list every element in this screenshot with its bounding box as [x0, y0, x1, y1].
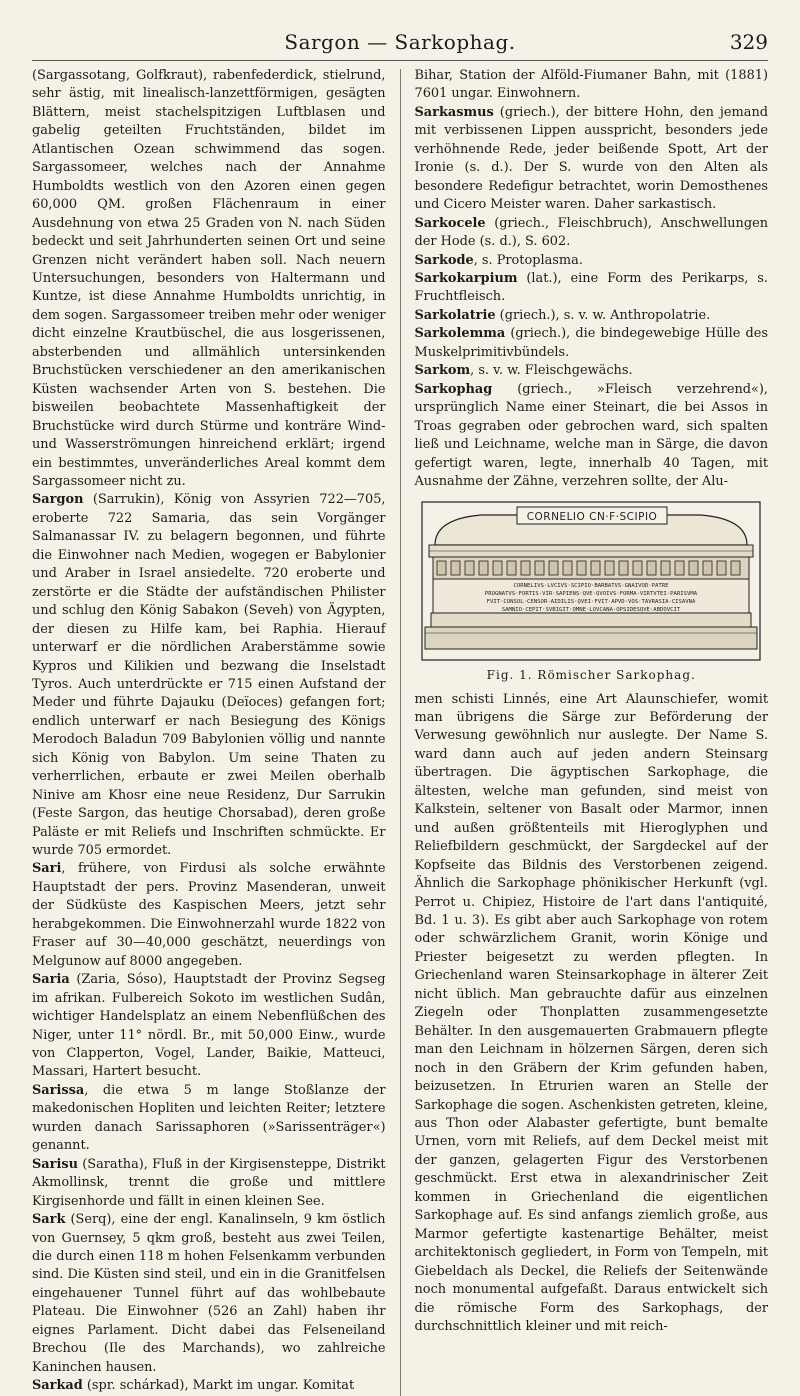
lexicon-entry: [32, 1211, 386, 1377]
entry-text: men schisti Linnés, eine Art Alaunschiefer, womit man übrigens die Särge zur Beförderung der Verwesung gewöhnlich nur auslegte. Der Name S. ward dann auch auf jeden andern Steinsarg übertragen. Die ägyptischen Sarkophage, die ältesten, welche man gefunden, sind meist von Kalkstein, seltener von Basalt oder Marmor, innen und außen größtenteils mit Hieroglyphen und Reliefbildern geschmückt, der Sargdeckel auf der Kopfseite das Bildnis des Verstorbenen zeigend. Ähnlich die Sarkophage phönikischer Herkunft (vgl. Perrot u. Chipiez, Histoire de l'art dans l'antiquité, Bd. 1 u. 3). Es gibt aber auch Sarkophage von rotem oder schwärzlichem Granit, worin Könige und Priester beigesetzt zu werden pflegten. In Griechenland waren Steinsarkophage in älterer Zeit nicht üblich. Man gebrauchte dafür aus einzelnen Ziegeln oder Thonplatten zusammengesetzte Behälter. In den ausgemauerten Grabmauern pflegte man den Leichnam in hölzernen Särgen, deren sich noch in den Gräbern der Krim gefunden haben, beizusetzen. In Etrurien waren an Stelle der Sarkophage die sogen. Aschenkisten getreten, kleine, aus Thon oder Alabaster gefertigte, bunt bemalte Urnen, vorn mit Reliefs, auf dem Deckel meist mit der ganzen, gelagerten Figur des Verstorbenen geschmückt. Erst etwa in alexandrinischer Zeit kommen in Griechenland die eigentlichen Sarkophage auf. Es sind anfangs ziemlich große, aus Marmor gefertigte kastenartige Behälter, meist architektonisch gegliedert, in Form von Tempeln, mit Giebeldach als Deckel, die Reliefs der Seitenwände noch monumental aufgefaßt. Daraus entwickelt sich die römische Form des Sarkophags, der durchschnittlich kleiner und mit reich-: [414, 691, 769, 1334]
inscription-line: PROGNATVS·FORTIS·VIR·SAPIENS·QVE·QVOIVS·FORMA·VIRTVTEI·PARISVMA: [485, 591, 698, 598]
entry-headword: Sarisu: [32, 1156, 78, 1172]
lexicon-entry: [32, 1156, 386, 1211]
frieze-dentil: [689, 561, 698, 575]
entry-headword: Sarkophag: [414, 381, 493, 397]
lexicon-entry: [415, 325, 769, 362]
sarcophagus-figure: [415, 501, 769, 684]
entry-text: , frühere, von Firdusi als solche erwähnte Hauptstadt der pers. Provinz Masenderan, unweit der Südküste des Kaspischen Meers, jetzt sehr herabgekommen. Die Einwohnerzahl wurde 1822 von Fraser auf 30—40,000 geschätzt, neuerdings von Melgunow auf 8000 angegeben.: [32, 861, 386, 969]
frieze-dentil: [465, 561, 474, 575]
frieze-dentil: [661, 561, 670, 575]
entry-headword: Sarkocele: [414, 215, 486, 231]
right-column-top: [415, 67, 769, 491]
lexicon-entry: [415, 307, 769, 325]
plaque-inscription: CORNELIO CN·F·SCIPIO: [526, 511, 658, 524]
right-column-bottom: [415, 691, 769, 1337]
frieze-dentil: [507, 561, 516, 575]
frieze-dentil: [619, 561, 628, 575]
frieze-dentil: [647, 561, 656, 575]
frieze-dentil: [563, 561, 572, 575]
entry-text: (griech., Fleischbruch), Anschwellungen der Hode (s. d.), S. 602.: [414, 215, 769, 250]
lexicon-entry: [32, 67, 386, 491]
left-column: [32, 67, 386, 1396]
frieze-dentil: [577, 561, 586, 575]
frieze-dentil: [479, 561, 488, 575]
inscription-line: FVIT·CONSOL·CENSOR·AIDILIS·QVEI·FVIT·APVD·VOS·TAVRASIA·CISAVNA: [486, 599, 696, 606]
entry-headword: Sarkasmus: [414, 104, 494, 120]
entry-text: (lat.), eine Form des Perikarps, s. Fruchtfleisch.: [414, 270, 769, 305]
entry-headword: Sarkom: [414, 363, 471, 379]
lexicon-entry: [415, 215, 769, 252]
entry-headword: Sarkode: [414, 252, 474, 268]
entry-text: , s. v. w. Fleischgewächs.: [470, 363, 633, 379]
frieze-dentil: [591, 561, 600, 575]
sarcophagus-drawing: [421, 501, 761, 661]
lexicon-entry: [415, 362, 769, 380]
frieze-dentil: [437, 561, 446, 575]
entry-text: (spr. schárkad), Markt im ungar. Komitat: [82, 1378, 355, 1394]
frieze-dentil: [451, 561, 460, 575]
lexicon-entry: [32, 860, 386, 971]
entry-text: (griech.), der bittere Hohn, den jemand mit verbissenen Lippen ausspricht, besonders jede verhöhnende Rede, jeder beißende Spott, Art der Ironie (s. d.). Der S. wurde von den Alten als besondere Redefigur betrachtet, worin Demosthenes und Cicero Meister waren. Daher sarkastisch.: [414, 104, 769, 213]
lexicon-entry: [415, 270, 769, 307]
figure-caption: Fig. 1. Römischer Sarkophag.: [486, 668, 696, 683]
entry-text: (griech.), s. v. w. Anthropolatrie.: [495, 307, 711, 323]
frieze-dentil: [549, 561, 558, 575]
frieze-dentil: [535, 561, 544, 575]
entry-text: (griech., »Fleisch verzehrend«), ursprünglich Name einer Steinart, die bei Assos in Troas gegraben oder gebrochen ward, sich spalten ließ und Leichname, welche man in Särge, die davon gefertigt waren, legte, innerhalb 40 Tagen, mit Ausnahme der Zähne, verzehren sollte, der Alu-: [414, 381, 769, 489]
lexicon-entry: [415, 381, 769, 492]
frieze-dentil: [731, 561, 740, 575]
entry-headword: Sarkolemma: [414, 326, 506, 342]
lexicon-entry: [32, 971, 386, 1082]
page-number: 329: [729, 30, 768, 54]
frieze-dentil: [703, 561, 712, 575]
entry-text: (Serq), eine der engl. Kanalinseln, 9 km östlich von Guernsey, 5 qkm groß, besteht aus zwei Teilen, die durch einen 118 m hohen Felsenkamm verbunden sind. Die Küsten sind steil, und ein in die Granitfelsen eingehauener Tunnel führt auf das wohlbebaute Plateau. Die Einwohner (526 an Zahl) haben ihr eignes Parlament. Dicht dabei das Felseneiland Brechou (Ile des Marchands), wo zahlreiche Kaninchen hausen.: [32, 1212, 386, 1375]
running-title: Sargon — Sarkophag.: [284, 30, 516, 54]
frieze-dentil: [493, 561, 502, 575]
frieze-dentil: [675, 561, 684, 575]
lexicon-entry: [415, 252, 769, 270]
entry-headword: Sargon: [32, 492, 84, 508]
entry-text: , die etwa 5 m lange Stoßlanze der makedonischen Hopliten und leichten Reiter; letztere wurden danach Sarissaphoren (»Sarissenträger«) genannt.: [32, 1082, 386, 1154]
entry-headword: Sarkokarpium: [414, 270, 518, 286]
lexicon-entry: [415, 67, 769, 104]
entry-headword: Sarissa: [32, 1082, 85, 1098]
two-column-body: [32, 67, 768, 1396]
inscription-line: SAMNIO·CEPIT·SVBIGIT·OMNE·LOVCANA·OPSIDESQVE·ABDOVCIT: [502, 607, 681, 614]
lexicon-entry: [415, 104, 769, 215]
lexicon-entry: [32, 1082, 386, 1156]
frieze-dentil: [633, 561, 642, 575]
lexicon-entry: [32, 491, 386, 860]
entry-headword: Sark: [32, 1212, 66, 1228]
entry-headword: Sarkolatrie: [414, 307, 496, 323]
entry-headword: Sari: [32, 861, 62, 877]
lexicon-entry: [32, 1377, 386, 1395]
entry-text: (Sarrukin), König von Assyrien 722—705, eroberte 722 Samaria, das sein Vorgänger Salmanassar IV. zu belagern begonnen, und führte die Einwohner nach Medien, wogegen er Babylonier und Araber in Israel ansiedelte. 720 eroberte und zerstörte er die Städte der aufständischen Philister und schlug den König Sabakon (Seveh) von Ägypten, der diesen zu Hilfe kam, bei Raphia. Hierauf unterwarf er die nördlichen Araberstämme sowie Kypros und Kilikien und bezwang die Inselstadt Tyros. Auch unterdrückte er 715 einen Aufstand der Meder und führte Dajauku (Deïoces) gefangen fort; endlich unterwarf er nach Besiegung des Königs Merodoch Baladun 709 Babylonien völlig und nannte sich König von Babylon. Um seine Thaten zu verherrlichen, erbaute er zwei Meilen oberhalb Ninive am Khosr eine neue Residenz, Dur Sarrukin (Feste Sargon, das heutige Chorsabad), deren große Paläste er mit Reliefs und Inschriften schmückte. Er wurde 705 ermordet.: [32, 492, 386, 859]
entry-headword: Sarkad: [32, 1378, 83, 1394]
frieze-dentil: [605, 561, 614, 575]
lexicon-entry: [415, 691, 769, 1337]
page-header: [32, 26, 768, 61]
inscription-line: CORNELIVS·LVCIVS·SCIPIO·BARBATVS·GNAIVOD·PATRE: [513, 583, 669, 590]
column-divider: [400, 69, 401, 1396]
entry-headword: Saria: [32, 972, 70, 988]
right-column: [415, 67, 769, 1396]
entry-text: (Zaria, Sóso), Hauptstadt der Provinz Segseg im afrikan. Fulbereich Sokoto im westlichen Sudân, wichtiger Handelsplatz an einem Nebenflüßchen des Niger, unter 11° nördl. Br., mit 50,000 Einw., wurde von Clapperton, Vogel, Lander, Baikie, Matteuci, Massari, Hartert besucht.: [32, 972, 386, 1080]
frieze-dentil: [521, 561, 530, 575]
entry-text: (griech.), die bindegewebige Hülle des Muskelprimitivbündels.: [414, 326, 769, 360]
entry-text: , s. Protoplasma.: [473, 252, 583, 268]
entry-text: Bihar, Station der Alföld-Fiumaner Bahn, mit (1881) 7601 ungar. Einwohnern.: [414, 68, 769, 102]
entry-text: (Sargassotang, Golfkraut), rabenfederdick, stielrund, sehr ästig, mit linealisch-lanzettförmigen, gesägten Blättern, meist stachelspitzigen Luftblasen und gabelig geteilten Fruchtständen, bildet im Atlantischen Ozean schwimmend das sogen. Sargassomeer, welches nach der Annahme Humboldts westlich von den Azoren einen gegen 60,000 QM. großen Flächenraum in einer Ausdehnung von etwa 25 Graden von N. nach Süden bedeckt und seit Jahrhunderten seinen Ort und seine Grenzen nicht verändert haben soll. Nach neuern Untersuchungen, besonders von Haltermann und Kuntze, ist diese Annahme Humboldts unrichtig, in dem sogen. Sargassomeer treiben mehr oder weniger dicht einzelne Krautbüschel, die aus losgerissenen, absterbenden und allmählich untersinkenden Bruchstücken verschiedener an den amerikanischen Küsten wachsender Arten von S. bestehen. Die bisweilen beobachtete Massenhaftigkeit der Bruchstücke wird durch Stürme und konträre Wind- und Wasserströmungen hinreichend erklärt; irgend ein bestimmtes, unveränderliches Areal kommt dem Sargassomeer nicht zu.: [32, 68, 386, 489]
entry-text: (Saratha), Fluß in der Kirgisensteppe, Distrikt Akmollinsk, trennt die große und mittlere Kirgisenhorde und fällt in einen kleinen See.: [32, 1156, 386, 1209]
frieze-dentil: [717, 561, 726, 575]
